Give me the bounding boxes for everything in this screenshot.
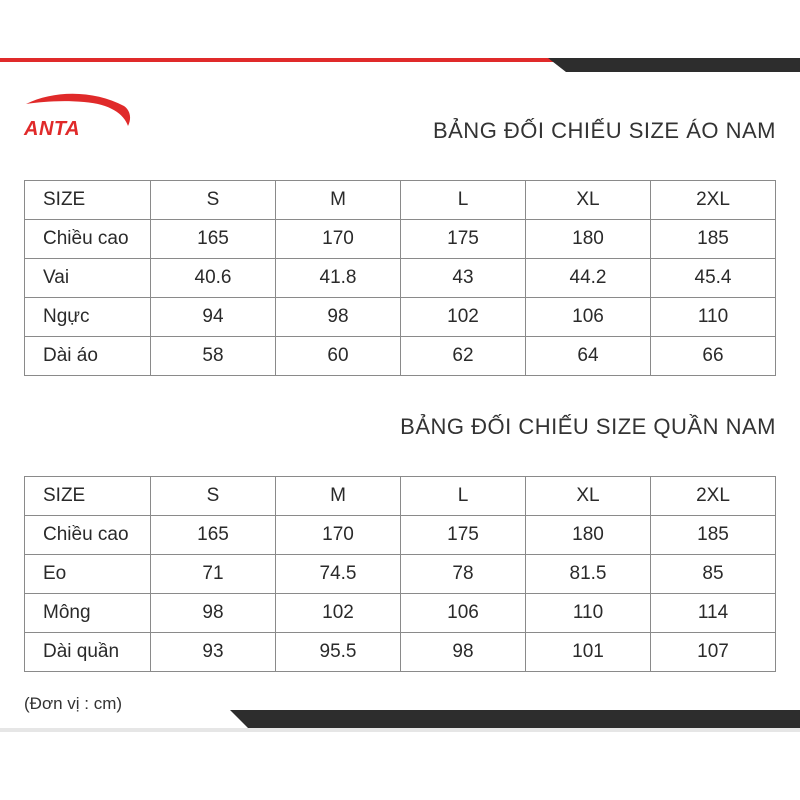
table-cell: 78 (401, 555, 526, 594)
table-cell: 41.8 (276, 259, 401, 298)
table-row (25, 555, 776, 594)
header-cell: M (276, 477, 401, 516)
table-cell: 114 (651, 594, 776, 633)
table-cell: 102 (276, 594, 401, 633)
table-cell: 60 (276, 337, 401, 376)
header-cell: M (276, 181, 401, 220)
header-cell: L (401, 181, 526, 220)
table-cell: 64 (526, 337, 651, 376)
logo-text: ANTA (24, 118, 81, 140)
header-cell: XL (526, 181, 651, 220)
bottom-gray-stripe (0, 728, 800, 732)
table-cell: 94 (151, 298, 276, 337)
unit-note: (Đơn vị : cm) (24, 694, 123, 713)
table-cell: 98 (401, 633, 526, 672)
bottom-decorative-bar (0, 700, 800, 760)
table-cell: 170 (276, 516, 401, 555)
table-cell: 74.5 (276, 555, 401, 594)
row-label: Eo (25, 555, 151, 594)
table-cell: 71 (151, 555, 276, 594)
header-cell: L (401, 477, 526, 516)
anta-logo (24, 88, 136, 150)
table-cell: 45.4 (651, 259, 776, 298)
table-cell: 102 (401, 298, 526, 337)
table-cell: 106 (526, 298, 651, 337)
header-cell: XL (526, 477, 651, 516)
row-label: Chiều cao (25, 516, 151, 555)
table-cell: 62 (401, 337, 526, 376)
row-label: Mông (25, 594, 151, 633)
table-cell: 93 (151, 633, 276, 672)
table-cell: 85 (651, 555, 776, 594)
table-cell: 44.2 (526, 259, 651, 298)
top-decorative-bar (0, 0, 800, 72)
table-cell: 107 (651, 633, 776, 672)
table-cell: 175 (401, 516, 526, 555)
row-label: Vai (25, 259, 151, 298)
table-row (25, 516, 776, 555)
header-cell: S (151, 181, 276, 220)
header-cell: S (151, 477, 276, 516)
table-cell: 106 (401, 594, 526, 633)
shirt-size-table (24, 180, 776, 376)
table-cell: 66 (651, 337, 776, 376)
table-cell: 101 (526, 633, 651, 672)
table-cell: 175 (401, 220, 526, 259)
table-cell: 180 (526, 516, 651, 555)
table-row (25, 259, 776, 298)
table-cell: 165 (151, 220, 276, 259)
pants-table-title: BẢNG ĐỐI CHIẾU SIZE QUẦN NAM (400, 414, 776, 439)
table-cell: 110 (526, 594, 651, 633)
table-cell: 98 (276, 298, 401, 337)
table-header-row (25, 477, 776, 516)
header-cell: 2XL (651, 181, 776, 220)
table-row (25, 633, 776, 672)
table-header-row (25, 181, 776, 220)
table-cell: 81.5 (526, 555, 651, 594)
table-cell: 40.6 (151, 259, 276, 298)
table-cell: 185 (651, 220, 776, 259)
table-cell: 110 (651, 298, 776, 337)
table-cell: 98 (151, 594, 276, 633)
pants-size-table (24, 476, 776, 672)
table-cell: 165 (151, 516, 276, 555)
table-cell: 58 (151, 337, 276, 376)
table-row (25, 220, 776, 259)
row-label: Ngực (25, 298, 151, 337)
table-cell: 185 (651, 516, 776, 555)
top-red-stripe (0, 58, 560, 62)
table-cell: 43 (401, 259, 526, 298)
header-cell: SIZE (25, 477, 151, 516)
top-dark-stripe (548, 58, 800, 72)
shirt-table-title: BẢNG ĐỐI CHIẾU SIZE ÁO NAM (432, 118, 776, 143)
row-label: Dài áo (25, 337, 151, 376)
table-row (25, 337, 776, 376)
header-cell: 2XL (651, 477, 776, 516)
table-row (25, 594, 776, 633)
table-cell: 95.5 (276, 633, 401, 672)
table-row (25, 298, 776, 337)
header-cell: SIZE (25, 181, 151, 220)
row-label: Chiều cao (25, 220, 151, 259)
table-cell: 180 (526, 220, 651, 259)
table-cell: 170 (276, 220, 401, 259)
row-label: Dài quần (25, 633, 151, 672)
